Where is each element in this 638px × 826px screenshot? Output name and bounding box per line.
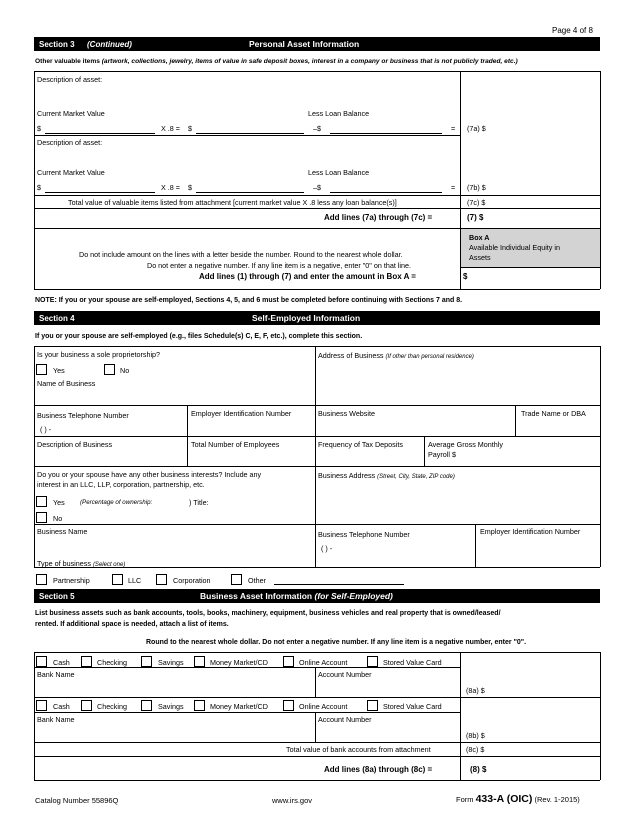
asset2-dollar: $: [37, 183, 41, 192]
other-interests-no-label: No: [53, 514, 63, 523]
section5-label: Section 5: [39, 592, 75, 601]
add-7a-7c-label: Add lines (7a) through (7c) =: [324, 213, 433, 222]
other-interests-yes-checkbox[interactable]: [36, 496, 47, 507]
box-a-line1: Available Individual Equity in: [469, 243, 560, 252]
acct1-stored-value-checkbox[interactable]: [367, 656, 378, 667]
asset2-desc-label: Description of asset:: [37, 138, 103, 147]
line-8c[interactable]: (8c) $: [466, 745, 485, 754]
section3-label: Section 3: [39, 40, 75, 49]
asset1-desc-label: Description of asset:: [37, 75, 103, 84]
asset1-minus: –$: [313, 124, 321, 133]
asset2-loan-field[interactable]: [330, 192, 442, 193]
type-llc-checkbox[interactable]: [112, 574, 123, 585]
acct2-stored-value-label: Stored Value Card: [383, 702, 442, 711]
asset1-equals: =: [451, 124, 456, 133]
section4-intro: If you or your spouse are self-employed (e.g., files Schedule(s) C, E, F, etc.), complete this section.: [35, 333, 363, 340]
form-number: Form 433-A (OIC) (Rev. 1-2015): [456, 793, 580, 805]
catalog-number: Catalog Number 55896Q: [35, 796, 119, 805]
asset1-times: X .8 =: [161, 124, 180, 133]
acct2-checking-label: Checking: [97, 702, 127, 711]
line-8a[interactable]: (8a) $: [466, 686, 485, 695]
asset1-dollar2: $: [188, 124, 192, 133]
type-corporation-label: Corporation: [173, 576, 211, 585]
other-business-ein-label: Employer Identification Number: [480, 527, 581, 536]
acct2-cash-label: Cash: [53, 702, 70, 711]
sole-prop-question: Is your business a sole proprietorship?: [37, 350, 161, 359]
other-interests-q2: interest in an LLC, LLP, corporation, partnership, etc.: [37, 480, 205, 489]
line-8b[interactable]: (8b) $: [466, 731, 485, 740]
other-interests-no-checkbox[interactable]: [36, 512, 47, 523]
business-name-label: Name of Business: [37, 379, 96, 388]
acct1-savings-label: Savings: [158, 658, 184, 667]
note-self-employed: NOTE: If you or your spouse are self-employed, Sections 4, 5, and 6 must be completed before continuing with Sections 7 and 8.: [35, 297, 463, 304]
section3-header: [34, 37, 600, 51]
box-a-line2: Assets: [469, 253, 491, 262]
asset2-dollar2: $: [188, 183, 192, 192]
section3-continued: (Continued): [87, 40, 132, 49]
section3-title: Personal Asset Information: [249, 39, 360, 49]
asset2-cmv-field[interactable]: [45, 192, 155, 193]
line-8[interactable]: (8) $: [470, 765, 487, 774]
sole-prop-yes-checkbox[interactable]: [36, 364, 47, 375]
box-a-amount[interactable]: $: [463, 272, 468, 281]
page-number: Page 4 of 8: [552, 26, 593, 35]
acct1-account-number-label: Account Number: [318, 670, 372, 679]
tax-deposit-frequency-label: Frequency of Tax Deposits: [318, 440, 403, 449]
asset2-llb-label: Less Loan Balance: [308, 168, 370, 177]
asset2-value-field[interactable]: [196, 192, 304, 193]
acct1-online-checkbox[interactable]: [283, 656, 294, 667]
acct1-stored-value-label: Stored Value Card: [383, 658, 442, 667]
acct1-checking-checkbox[interactable]: [81, 656, 92, 667]
irs-website: www.irs.gov: [272, 796, 313, 805]
other-business-phone-label: Business Telephone Number: [318, 530, 410, 539]
type-other-checkbox[interactable]: [231, 574, 242, 585]
acct1-cash-label: Cash: [53, 658, 70, 667]
section5-intro1: List business assets such as bank accounts, tools, books, machinery, equipment, business vehicles and real property that is owned/leased/: [35, 610, 501, 617]
ownership-title-label[interactable]: ) Title:: [189, 498, 209, 507]
type-other-label: Other: [248, 576, 266, 585]
asset1-value-field[interactable]: [196, 133, 304, 134]
acct2-savings-label: Savings: [158, 702, 184, 711]
acct2-money-market-label: Money Market/CD: [210, 702, 268, 711]
type-other-field[interactable]: [274, 584, 404, 585]
acct2-stored-value-checkbox[interactable]: [367, 700, 378, 711]
avg-payroll-line2[interactable]: Payroll $: [428, 450, 456, 459]
section3-note3: Add lines (1) through (7) and enter the amount in Box A =: [199, 272, 416, 281]
other-interests-yes-label: Yes: [53, 498, 65, 507]
section3-intro: Other valuable items (artwork, collections, jewelry, items of value in safe deposit boxes, interest in a company or business that is not publicly traded, etc.): [35, 58, 518, 65]
business-type-label: Type of business (Select one): [37, 559, 126, 568]
business-phone-label: Business Telephone Number: [37, 411, 129, 420]
business-description-label: Description of Business: [37, 440, 113, 449]
sole-prop-yes-label: Yes: [53, 366, 65, 375]
total-employees-label: Total Number of Employees: [191, 440, 280, 449]
acct2-money-market-checkbox[interactable]: [194, 700, 205, 711]
acct2-cash-checkbox[interactable]: [36, 700, 47, 711]
acct2-account-number-label: Account Number: [318, 715, 372, 724]
business-website-label: Business Website: [318, 409, 375, 418]
line-7[interactable]: (7) $: [467, 213, 484, 222]
asset2-equals: =: [451, 183, 456, 192]
other-interests-q1: Do you or your spouse have any other business interests? Include any: [37, 470, 262, 479]
trade-name-label: Trade Name or DBA: [521, 409, 586, 418]
line-7a[interactable]: (7a) $: [467, 124, 486, 133]
line-7c[interactable]: (7c) $: [467, 198, 486, 207]
asset1-llb-label: Less Loan Balance: [308, 109, 370, 118]
asset1-dollar: $: [37, 124, 41, 133]
section4-label: Section 4: [39, 314, 75, 323]
section5-title: Business Asset Information (for Self-Employed): [200, 591, 393, 601]
acct1-checking-label: Checking: [97, 658, 127, 667]
acct2-bank-name-label: Bank Name: [37, 715, 75, 724]
acct1-money-market-label: Money Market/CD: [210, 658, 268, 667]
section4-title: Self-Employed Information: [252, 313, 361, 323]
box-a-title: Box A: [469, 233, 490, 242]
ownership-percentage-label[interactable]: (Percentage of ownership:: [80, 499, 153, 506]
type-llc-label: LLC: [128, 576, 142, 585]
section5-round-note: Round to the nearest whole dollar. Do not enter a negative number. If any line item is a negative number, enter "0".: [146, 639, 527, 646]
asset2-times: X .8 =: [161, 183, 180, 192]
sole-prop-no-checkbox[interactable]: [104, 364, 115, 375]
type-corporation-checkbox[interactable]: [156, 574, 167, 585]
business-ein-label: Employer Identification Number: [191, 409, 292, 418]
acct1-bank-name-label: Bank Name: [37, 670, 75, 679]
total-bank-attachment-label: Total value of bank accounts from attachment: [286, 745, 431, 754]
section3-note2: Do not enter a negative number. If any line item is a negative, enter "0" on that line.: [147, 261, 412, 270]
acct1-online-label: Online Account: [299, 658, 348, 667]
total-valuable-label: Total value of valuable items listed from attachment [current market value X .8 less any loan balance(s)]: [68, 198, 397, 207]
acct1-money-market-checkbox[interactable]: [194, 656, 205, 667]
business-address-label: Address of Business (If other than personal residence): [318, 351, 474, 360]
acct1-cash-checkbox[interactable]: [36, 656, 47, 667]
section5-intro2: rented. If additional space is needed, attach a list of items.: [35, 621, 229, 628]
business-phone-field[interactable]: ( ) -: [40, 425, 52, 434]
section4-header: [34, 311, 600, 325]
asset1-cmv-label: Current Market Value: [37, 109, 105, 118]
asset1-cmv-field[interactable]: [45, 133, 155, 134]
avg-payroll-line1: Average Gross Monthly: [428, 440, 503, 449]
acct2-online-label: Online Account: [299, 702, 348, 711]
type-partnership-checkbox[interactable]: [36, 574, 47, 585]
other-business-phone-field[interactable]: ( ) -: [321, 544, 333, 553]
asset2-cmv-label: Current Market Value: [37, 168, 105, 177]
acct2-online-checkbox[interactable]: [283, 700, 294, 711]
acct2-checking-checkbox[interactable]: [81, 700, 92, 711]
asset1-loan-field[interactable]: [330, 133, 442, 134]
acct1-savings-checkbox[interactable]: [141, 656, 152, 667]
type-partnership-label: Partnership: [53, 576, 90, 585]
line-7b[interactable]: (7b) $: [467, 183, 486, 192]
sole-prop-no-label: No: [120, 366, 130, 375]
other-business-name-label: Business Name: [37, 527, 88, 536]
add-8a-8c-label: Add lines (8a) through (8c) =: [324, 765, 433, 774]
asset2-minus: –$: [313, 183, 321, 192]
other-business-address-label: Business Address (Street, City, State, ZIP code): [318, 471, 455, 480]
section3-note1: Do not include amount on the lines with a letter beside the number. Round to the nearest whole dollar.: [79, 250, 403, 259]
section5-header: [34, 589, 600, 603]
acct2-savings-checkbox[interactable]: [141, 700, 152, 711]
